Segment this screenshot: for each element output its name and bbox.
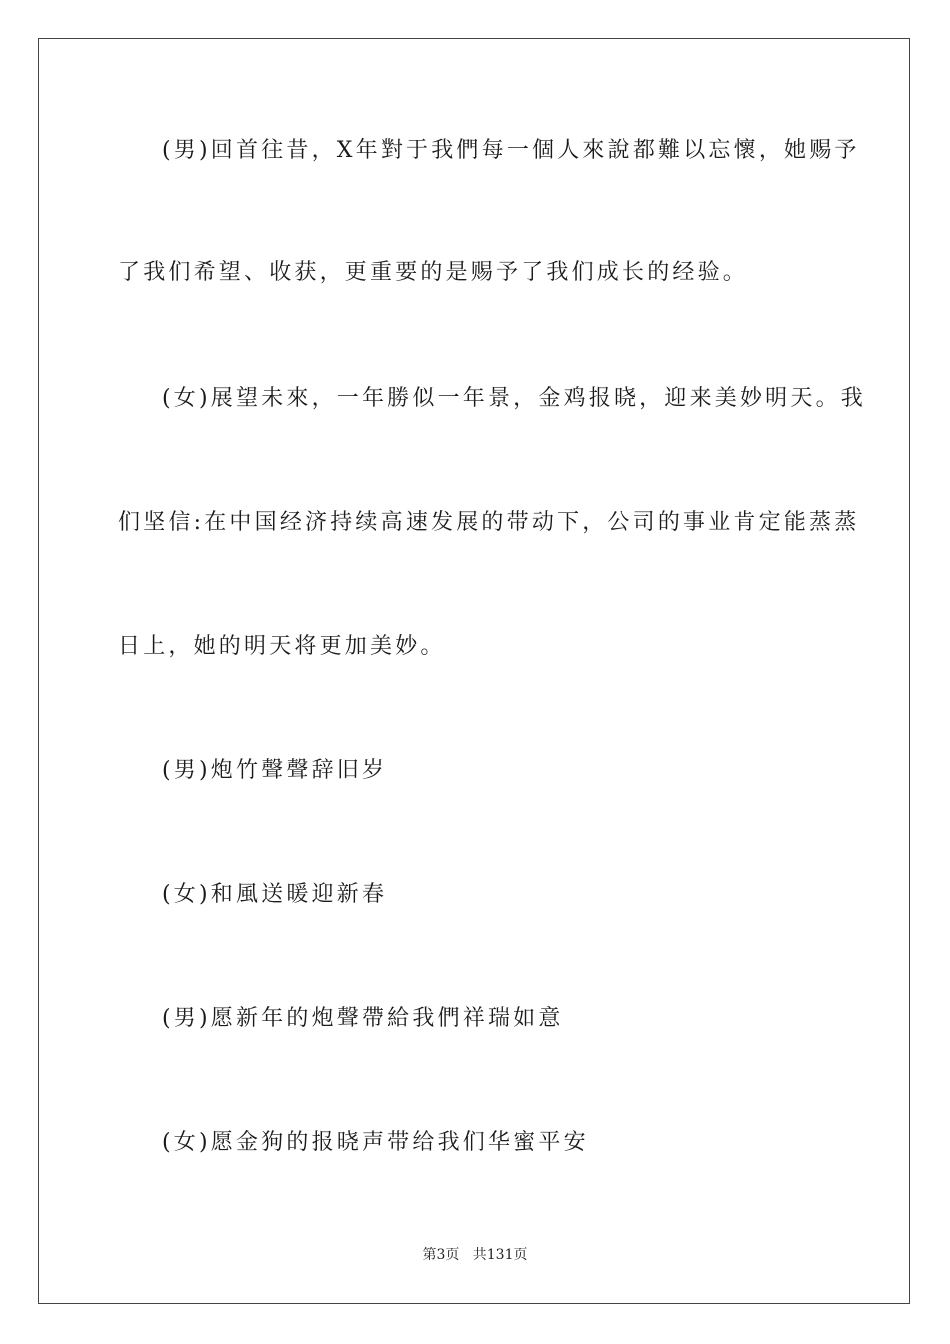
- page-number: 第3页: [422, 1247, 460, 1263]
- paragraph-line-9: (女)愿金狗的报晓声带给我们华蜜平安: [162, 1130, 589, 1155]
- paragraph-line-8: (男)愿新年的炮聲帶給我們祥瑞如意: [162, 1006, 564, 1031]
- page-total: 共131页: [472, 1247, 528, 1263]
- paragraph-line-6: (男)炮竹聲聲辞旧岁: [162, 758, 388, 783]
- paragraph-line-3: (女)展望未來，一年勝似一年景，金鸡报晓，迎来美妙明天。我: [162, 386, 866, 411]
- paragraph-line-2: 了我们希望、收获，更重要的是赐予了我们成长的经验。: [118, 260, 749, 285]
- paragraph-line-1: (男)回首往昔，X年對于我們每一個人來說都難以忘懷，她赐予: [162, 138, 860, 163]
- paragraph-line-7: (女)和風送暖迎新春: [162, 882, 388, 907]
- paragraph-line-5: 日上，她的明天将更加美妙。: [118, 634, 446, 659]
- page-footer: [0, 1246, 950, 1264]
- paragraph-line-4: 们坚信:在中国经济持续高速发展的带动下，公司的事业肯定能蒸蒸: [118, 510, 860, 535]
- page-border: [38, 38, 910, 1304]
